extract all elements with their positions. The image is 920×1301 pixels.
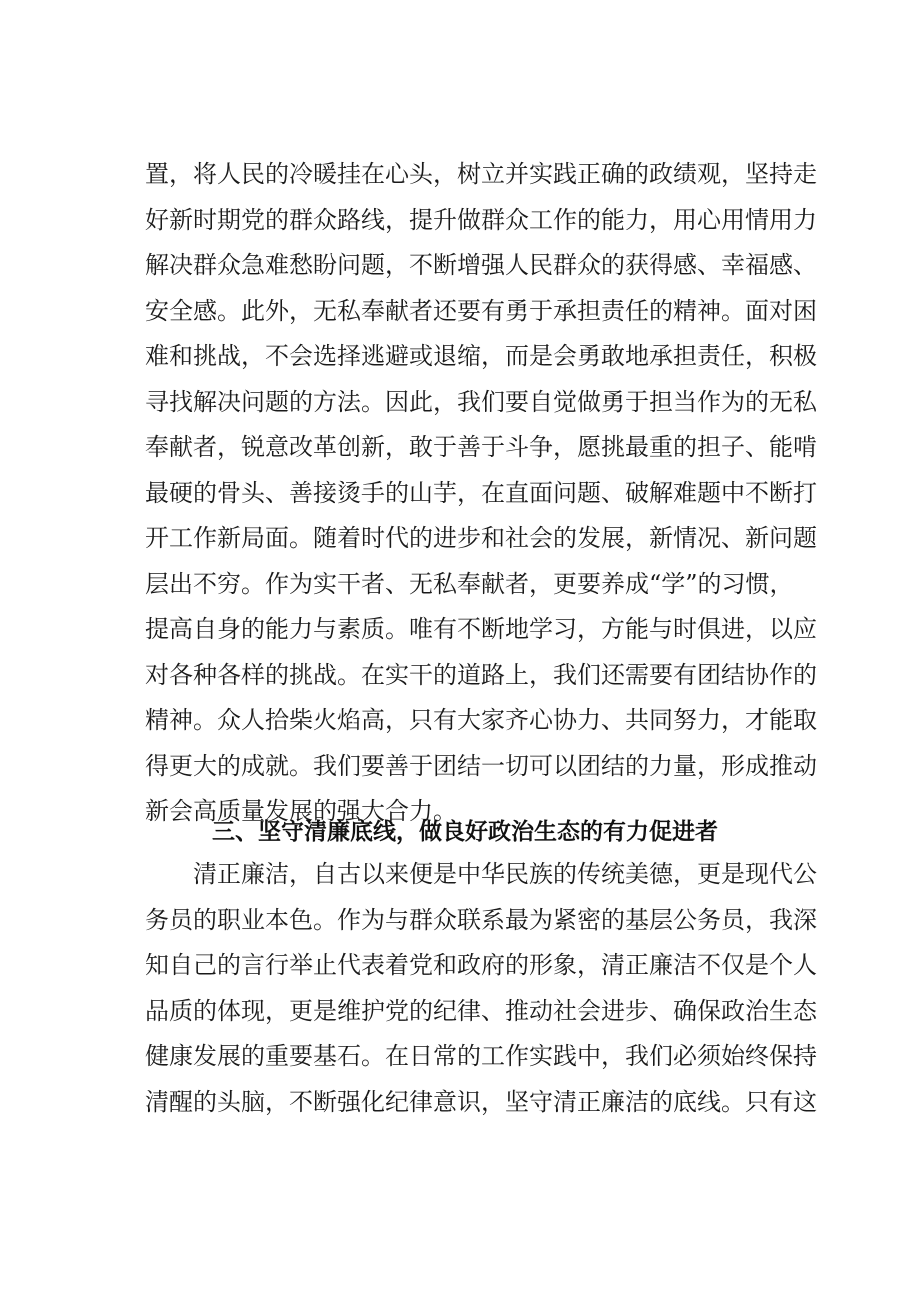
paragraph-line: 健康发展的重要基石。在日常的工作实践中，我们必须始终保持 [145, 1042, 817, 1070]
paragraph-line: 层出不穷。作为实干者、无私奉献者，更要养成“学”的习惯， [145, 569, 794, 598]
paragraph-line: 寻找解决问题的方法。因此，我们要自觉做勇于担当作为的无私 [145, 387, 817, 416]
paragraph-line: 难和挑战，不会选择逃避或退缩，而是会勇敢地承担责任，积极 [145, 342, 817, 370]
paragraph-line: 最硬的骨头、善接烫手的山芋，在直面问题、破解难题中不断打 [145, 478, 817, 507]
paragraph-line: 对各种各样的挑战。在实干的道路上，我们还需要有团结协作的 [145, 660, 817, 689]
paragraph-line: 务员的职业本色。作为与群众联系最为紧密的基层公务员，我深 [145, 905, 817, 934]
paragraph-line: 提高自身的能力与素质。唯有不断地学习，方能与时俱进，以应 [145, 615, 817, 643]
paragraph-line: 得更大的成就。我们要善于团结一切可以团结的力量，形成推动 [145, 751, 817, 780]
paragraph-line: 开工作新局面。随着时代的进步和社会的发展，新情况、新问题 [145, 524, 817, 552]
paragraph-line: 知自己的言行举止代表着党和政府的形象，清正廉洁不仅是个人 [145, 951, 817, 979]
paragraph-line: 奉献者，锐意改革创新，敢于善于斗争，愿挑最重的担子、能啃 [145, 433, 817, 461]
paragraph-1 [145, 152, 817, 835]
paragraph-line: 精神。众人拾柴火焰高，只有大家齐心协力、共同努力，才能取 [145, 706, 817, 734]
paragraph-line: 安全感。此外，无私奉献者还要有勇于承担责任的精神。面对困 [145, 296, 817, 325]
paragraph-line: 好新时期党的群众路线，提升做群众工作的能力，用心用情用力 [145, 205, 817, 234]
paragraph-line: 清正廉洁，自古以来便是中华民族的传统美德，更是现代公 [193, 860, 817, 888]
paragraph-line: 品质的体现，更是维护党的纪律、推动社会进步、确保政治生态 [145, 996, 817, 1025]
paragraph-line: 新会高质量发展的强大合力。 [145, 797, 457, 825]
paragraph-line: 置，将人民的冷暖挂在心头，树立并实践正确的政绩观，坚持走 [145, 160, 817, 188]
paragraph-line: 清醒的头脑，不断强化纪律意识，坚守清正廉洁的底线。只有这 [145, 1087, 817, 1116]
section-heading: 三、坚守清廉底线，做良好政治生态的有力促进者 [212, 819, 718, 845]
paragraph-2 [145, 852, 817, 1125]
paragraph-line: 解决群众急难愁盼问题，不断增强人民群众的获得感、幸福感、 [145, 251, 817, 279]
